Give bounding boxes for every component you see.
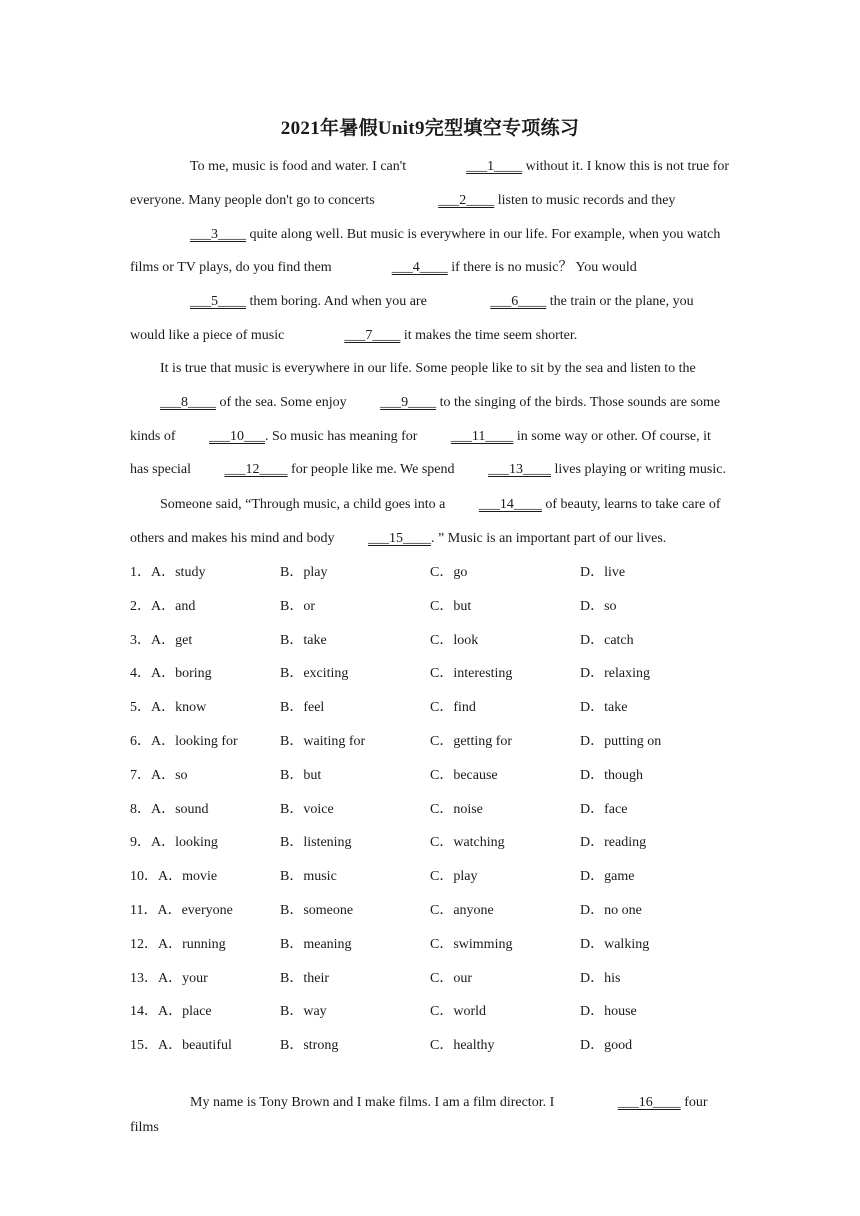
option-d: D．putting on — [580, 733, 662, 749]
option-a: 1．A．study — [130, 565, 206, 580]
option-a: 15．A．beautiful — [130, 1038, 232, 1054]
option-c: C．because — [430, 767, 498, 783]
question-row — [130, 695, 730, 729]
passage-text: To me, music is food and water. I can't — [190, 159, 407, 174]
answer-blank: ___8____ — [160, 394, 216, 410]
answer-blank: ___5____ — [190, 294, 246, 310]
passage-text: My name is Tony Brown and I make films. I am a film director. I — [190, 1095, 558, 1110]
question-row — [130, 594, 730, 628]
answer-blank: ___6____ — [490, 294, 547, 310]
option-a: 10．A．movie — [130, 869, 218, 885]
option-c: C．watching — [430, 835, 505, 851]
passage-text: lives playing or writing music. — [551, 462, 726, 478]
question-options-list — [130, 560, 730, 1067]
answer-blank: ___9____ — [380, 394, 437, 410]
answer-blank: ___2____ — [438, 192, 495, 208]
option-d: D．good — [580, 1038, 633, 1054]
passage-text: the train or the plane, you would like a piece of music — [130, 294, 694, 343]
option-a: 13．A．your — [130, 970, 208, 986]
option-d: D．reading — [580, 835, 647, 851]
question-row — [130, 1033, 730, 1067]
option-a: 4．A．boring — [130, 666, 212, 682]
option-a: 2．A．and — [130, 598, 196, 614]
option-b: B．listening — [280, 835, 352, 851]
passage-text: . ” Music is an important part of our lives. — [431, 530, 667, 546]
question-row — [130, 830, 730, 864]
option-b: B．way — [280, 1004, 327, 1020]
option-c: C．play — [430, 869, 478, 885]
option-c: C．getting for — [430, 733, 513, 749]
option-b: B．but — [280, 767, 322, 783]
option-d: D．game — [580, 869, 635, 885]
answer-blank: ___4____ — [391, 260, 448, 276]
answer-blank: ___3____ — [190, 226, 246, 242]
question-row — [130, 661, 730, 695]
answer-blank: ___11____ — [450, 428, 514, 444]
passage-paragraph-3 — [130, 488, 730, 556]
passage-text: Someone said, “Through music, a child goes into a — [160, 497, 449, 512]
option-a: 7．A．so — [130, 767, 188, 783]
question-row — [130, 999, 730, 1033]
option-c: C．go — [430, 565, 468, 580]
passage-text: to the singing of the birds. Those sounds are some kinds of — [130, 394, 721, 444]
option-c: C．but — [430, 598, 472, 614]
option-c: C．noise — [430, 801, 483, 817]
option-d: D．house — [580, 1004, 637, 1020]
option-b: B．voice — [280, 801, 334, 817]
passage-text: if there is no music？ You would — [447, 260, 637, 276]
passage-text: It is true that music is everywhere in our life. Some people like to sit by the sea and listen to the — [160, 361, 696, 376]
page-title: 2021年暑假Unit9完型填空专项练习 — [280, 118, 580, 139]
option-a: 12．A．running — [130, 936, 226, 952]
option-d: D．so — [580, 598, 617, 614]
option-d: D．take — [580, 700, 628, 716]
option-a: 14．A．place — [130, 1004, 212, 1020]
passage-text: in some way or other. Of course, it has special — [130, 428, 711, 478]
option-b: B．strong — [280, 1038, 339, 1054]
option-c: C．healthy — [430, 1038, 495, 1054]
passage-text: four films — [130, 1095, 708, 1135]
option-c: C．interesting — [430, 666, 513, 682]
option-d: D．live — [580, 565, 626, 580]
option-a: 9．A．looking — [130, 835, 218, 851]
passage-paragraph-1 — [130, 150, 730, 353]
option-b: B．someone — [280, 902, 354, 918]
question-row — [130, 763, 730, 797]
answer-blank: ___12____ — [224, 462, 288, 478]
option-a: 8．A．sound — [130, 801, 209, 817]
option-a: 11．A．everyone — [130, 902, 233, 918]
passage-text: for people like me. We spend — [287, 462, 458, 478]
passage-text: them boring. And when you are — [246, 294, 431, 310]
option-d: D．face — [580, 801, 628, 817]
passage-text: of beauty, learns to take care of others and makes his mind and body — [130, 497, 721, 546]
question-row — [130, 932, 730, 966]
option-b: B．exciting — [280, 666, 349, 682]
option-c: C．find — [430, 700, 476, 716]
answer-blank: ___7____ — [344, 327, 401, 343]
passage-text: of the sea. Some enjoy — [216, 394, 351, 410]
answer-blank: ___10___ — [209, 428, 265, 444]
option-b: B．take — [280, 632, 327, 648]
option-c: C．anyone — [430, 902, 494, 918]
passage-text: listen to music records and they — [494, 192, 676, 208]
option-a: 3．A．get — [130, 632, 193, 648]
question-row — [130, 898, 730, 932]
option-b: B．or — [280, 598, 315, 614]
next-passage-paragraph — [130, 1090, 730, 1140]
answer-blank: ___14____ — [478, 497, 542, 512]
option-b: B．waiting for — [280, 733, 366, 749]
question-row — [130, 628, 730, 662]
question-row — [130, 864, 730, 898]
answer-blank: ___16____ — [617, 1095, 681, 1110]
passage-text: it makes the time seem shorter. — [400, 327, 578, 343]
option-b: B．meaning — [280, 936, 352, 952]
option-c: C．world — [430, 1004, 486, 1020]
passage-text: . So music has meaning for — [265, 428, 421, 444]
passage-text: without it. I know this is not true for everyone. Many people don't go to concerts — [130, 159, 730, 208]
question-row — [130, 729, 730, 763]
answer-blank: ___15____ — [368, 530, 432, 546]
option-a: 5．A．know — [130, 700, 207, 716]
passage-paragraph-2 — [130, 352, 730, 487]
option-b: B．play — [280, 565, 328, 580]
option-c: C．swimming — [430, 936, 513, 952]
option-d: D．walking — [580, 936, 650, 952]
option-d: D．catch — [580, 632, 634, 648]
option-d: D．though — [580, 767, 643, 783]
option-d: D．no one — [580, 902, 642, 918]
option-c: C．look — [430, 632, 479, 648]
question-row — [130, 560, 730, 594]
question-row — [130, 797, 730, 831]
option-b: B．feel — [280, 700, 325, 716]
option-d: D．relaxing — [580, 666, 650, 682]
option-a: 6．A．looking for — [130, 733, 238, 749]
option-b: B．their — [280, 970, 329, 986]
option-d: D．his — [580, 970, 621, 986]
passage-text: quite along well. But music is everywhere in our life. For example, when you watch films or TV plays, do you find them — [130, 226, 721, 276]
option-c: C．our — [430, 970, 472, 986]
answer-blank: ___1____ — [466, 159, 523, 174]
option-b: B．music — [280, 869, 337, 885]
answer-blank: ___13____ — [488, 462, 551, 478]
question-row — [130, 966, 730, 1000]
